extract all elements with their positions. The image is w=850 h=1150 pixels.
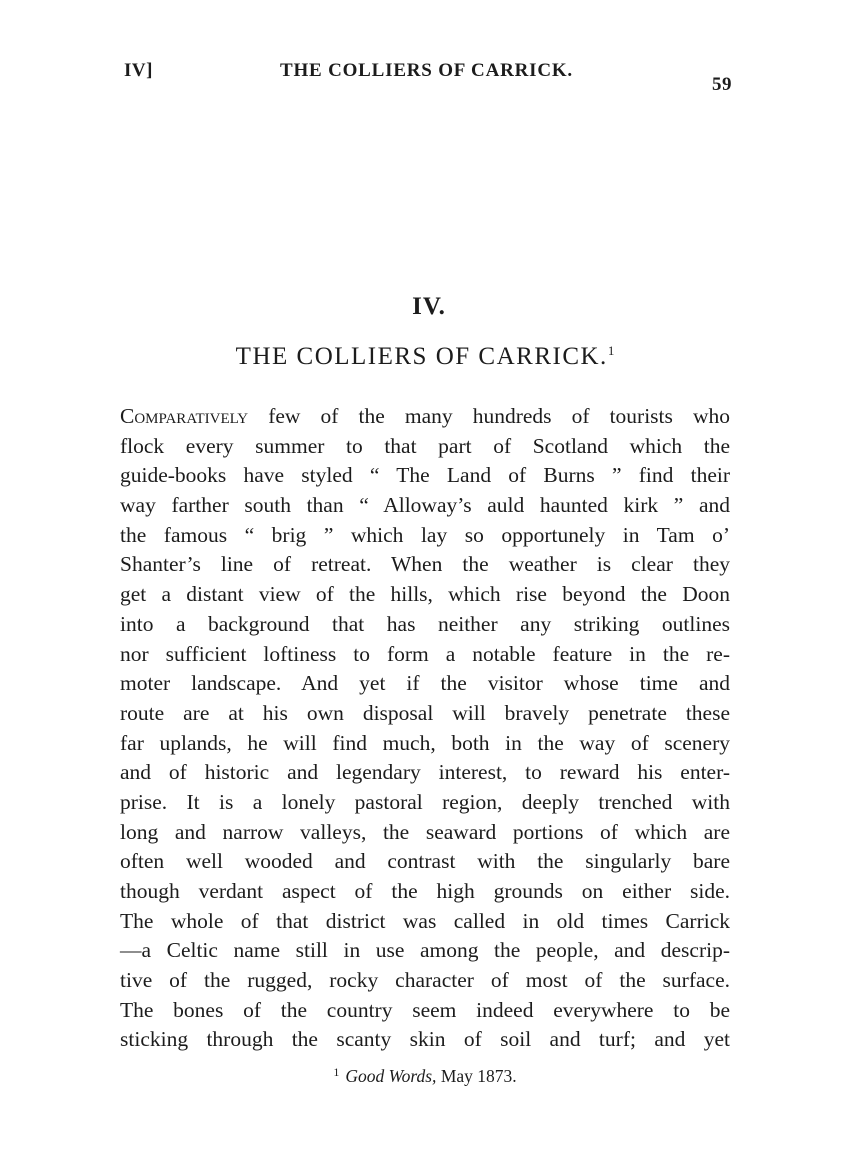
footnote-source: Good Words, [345,1066,437,1086]
text-line: guide-books have styled “ The Land of Burns ” find their [120,463,730,488]
text-line: long and narrow valleys, the seaward portions of which are [120,819,730,844]
chapter-numeral: IV. [412,293,446,320]
text-line: though verdant aspect of the high grounds on either side. [120,879,730,903]
opening-word: Comparatively [120,404,249,428]
text-line: get a distant view of the hills, which rise beyond the Doon [120,582,730,607]
footnote-marker: 1 [333,1065,340,1079]
text-line: tive of the rugged, rocky character of most of the surface. [120,968,730,993]
text-line: Comparatively few of the many hundreds of tourists who [120,404,730,428]
text-line: nor sufficient loftiness to form a notable feature in the re- [120,641,730,666]
text-line: sticking through the scanty skin of soil and turf; and yet [120,1027,730,1052]
running-head [120,60,732,95]
text-line: flock every summer to that part of Scotland which the [120,433,730,458]
text-line: The whole of that district was called in old times Carrick [120,908,730,933]
text-line: into a background that has neither any striking outlines [120,611,730,636]
text-line: way farther south than “ Alloway’s auld haunted kirk ” and [120,493,730,518]
text-line: The bones of the country seem indeed everywhere to be [120,997,730,1022]
text-line: far uplands, he will find much, both in the way of scenery [120,730,730,755]
text-line: —a Celtic name still in use among the people, and descrip- [120,938,730,963]
text-line: Shanter’s line of retreat. When the weather is clear they [120,552,730,577]
text-line: prise. It is a lonely pastoral region, deeply trenched with [120,789,730,814]
footnote [0,1065,850,1087]
chapter-title: THE COLLIERS OF CARRICK. [235,343,608,370]
text-line: moter landscape. And yet if the visitor whose time and [120,671,730,696]
running-head-title: THE COLLIERS OF CARRICK. [280,60,573,81]
page-number: 59 [712,74,732,95]
body-paragraph [120,402,730,1055]
text-line: route are at his own disposal will bravely penetrate these [120,700,730,725]
running-head-chapter: IV] [124,60,153,81]
chapter-title-heading [0,343,850,371]
text-line: the famous “ brig ” which lay so opportunely in Tam o’ [120,522,730,547]
text-line: and of historic and legendary interest, to reward his enter- [120,760,730,785]
text-line: often well wooded and contrast with the singularly bare [120,849,730,874]
chapter-footnote-marker: 1 [607,343,615,358]
footnote-date: May 1873. [440,1066,517,1086]
